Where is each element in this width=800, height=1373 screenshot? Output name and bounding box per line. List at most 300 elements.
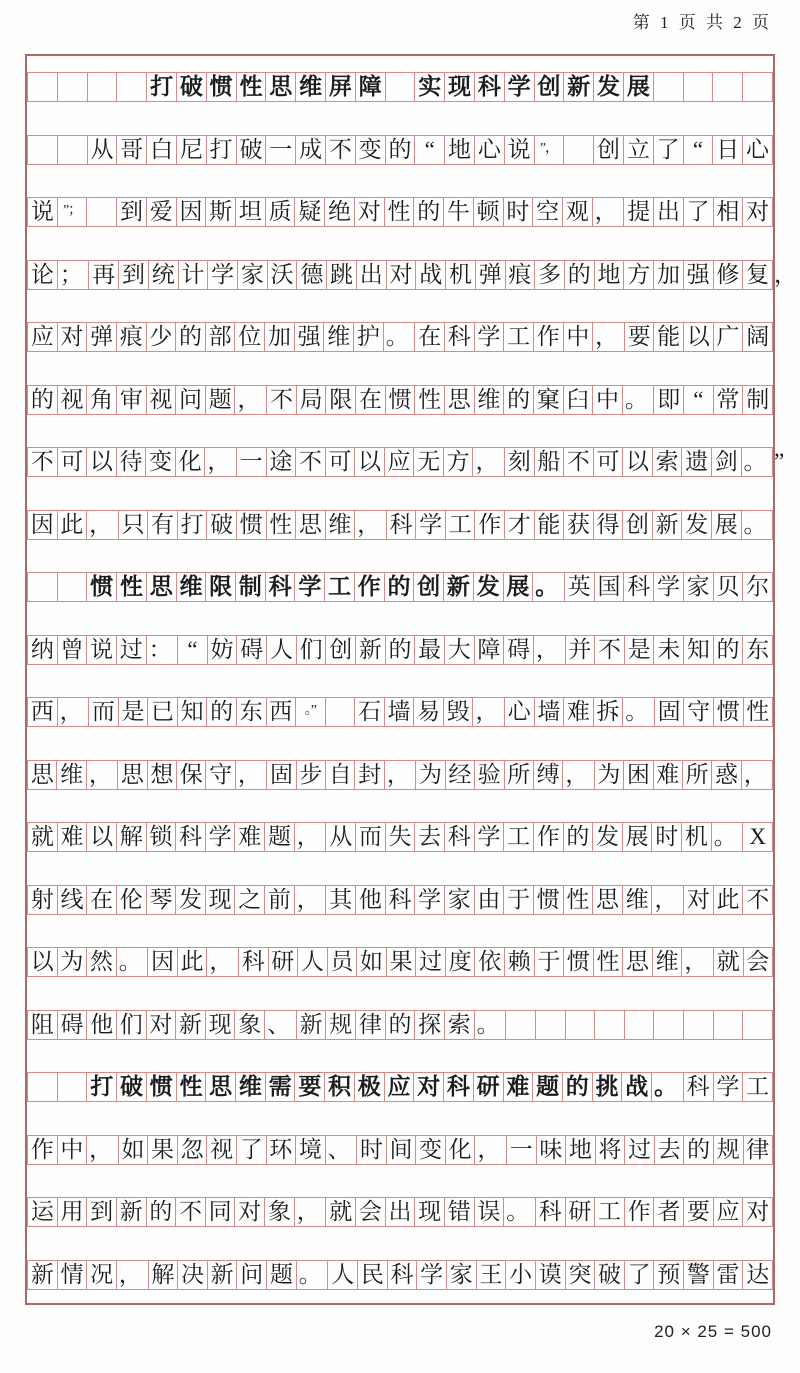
- grid-cell: 的: [175, 322, 206, 352]
- grid-cell: 途: [266, 447, 297, 477]
- grid-cell: 碍: [236, 635, 267, 665]
- grid-cell: 失: [385, 822, 416, 852]
- grid-cell: 如: [356, 947, 387, 977]
- grid-cell: 工: [742, 1072, 773, 1102]
- grid-cell: 地: [594, 260, 625, 290]
- grid-cell: 弹: [475, 260, 506, 290]
- grid-cell: 对: [146, 1010, 177, 1040]
- grid-cell: 于: [534, 947, 565, 977]
- grid-cell: 守: [683, 697, 714, 727]
- grid-cell: 毁: [443, 697, 474, 727]
- grid-count-label: 20 × 25 = 500: [654, 1322, 772, 1341]
- grid-cell: 弹: [86, 322, 117, 352]
- grid-cell: 研: [268, 947, 299, 977]
- grid-cell: 想: [147, 760, 177, 790]
- grid-cell: 打: [146, 72, 177, 102]
- grid-cell: 了: [624, 1260, 655, 1290]
- grid-cell-empty: [27, 72, 58, 102]
- grid-cell: 展: [623, 72, 654, 102]
- grid-cell: 新: [443, 572, 474, 602]
- grid-cell: ，: [116, 1260, 149, 1290]
- grid-cell: 展: [503, 572, 534, 602]
- grid-cell: ，: [234, 385, 267, 415]
- grid-cell: 积: [324, 1072, 355, 1102]
- grid-cell: 维: [235, 1072, 266, 1102]
- grid-cell-empty: [713, 1010, 744, 1040]
- grid-cell: 可: [593, 447, 624, 477]
- grid-row: [27, 1197, 773, 1227]
- grid-row: [27, 447, 785, 477]
- grid-cell: 墙: [534, 697, 565, 727]
- grid-cell: 西: [266, 697, 297, 727]
- grid-cell: 创: [325, 635, 356, 665]
- grid-cell: 立: [623, 135, 654, 165]
- grid-cell: 护: [353, 322, 384, 352]
- grid-cell-empty: [505, 1010, 536, 1040]
- grid-row: [27, 260, 797, 290]
- grid-cell: 如: [118, 1135, 149, 1165]
- grid-cell: 思: [592, 885, 623, 915]
- grid-cell: 突: [565, 1260, 596, 1290]
- grid-cell: 不: [295, 447, 326, 477]
- grid-cell: 心: [742, 135, 773, 165]
- grid-cell: 应: [384, 1072, 415, 1102]
- grid-cell: 屏: [325, 72, 356, 102]
- grid-cell: 。”: [295, 697, 326, 727]
- grid-cell: 思: [444, 385, 475, 415]
- grid-cell: ，: [294, 822, 327, 852]
- grid-cell: 。: [503, 1197, 536, 1227]
- grid-cell: 惯: [385, 385, 416, 415]
- grid-cell: 果: [147, 1135, 178, 1165]
- grid-cell: 。: [651, 1072, 684, 1102]
- grid-cell: 缚: [533, 760, 563, 790]
- grid-cell: 剑: [711, 447, 742, 477]
- grid-cell: 探: [414, 1010, 445, 1040]
- grid-cell: 们: [296, 635, 327, 665]
- grid-cell: 难: [57, 822, 88, 852]
- grid-cell: 难: [653, 760, 683, 790]
- grid-cell: 痕: [505, 260, 536, 290]
- grid-cell: 味: [536, 1135, 567, 1165]
- grid-cell: 发: [175, 885, 206, 915]
- grid-cell: 小: [505, 1260, 536, 1290]
- grid-cell: 思: [117, 760, 147, 790]
- grid-row: [27, 635, 773, 665]
- grid-cell: 而: [88, 697, 119, 727]
- grid-cell-empty: [712, 72, 743, 102]
- grid-cell: 少: [146, 322, 177, 352]
- grid-cell: 的: [385, 135, 416, 165]
- grid-cell: ，: [592, 197, 625, 227]
- grid-cell: 相: [713, 197, 744, 227]
- grid-cell: 者: [653, 1197, 684, 1227]
- grid-cell-empty: [683, 1010, 714, 1040]
- grid-cell: 出: [653, 197, 684, 227]
- grid-cell: 性: [384, 197, 415, 227]
- grid-cell: 去: [414, 822, 445, 852]
- grid-cell: 以: [86, 447, 117, 477]
- grid-cell: 员: [327, 947, 358, 977]
- grid-cell: 已: [147, 697, 178, 727]
- grid-cell: 心: [504, 697, 535, 727]
- grid-cell: 惯: [146, 1072, 177, 1102]
- grid-cell: 限: [325, 385, 356, 415]
- grid-cell: 律: [355, 1010, 386, 1040]
- grid-cell: 科: [535, 1197, 566, 1227]
- grid-cell: 之: [234, 885, 265, 915]
- grid-cell-empty: [27, 135, 58, 165]
- grid-cell: 维: [325, 510, 356, 540]
- grid-cell: 学: [653, 572, 684, 602]
- grid-cell: ，: [592, 322, 625, 352]
- essay-grid: [27, 72, 797, 1290]
- grid-cell: 思: [205, 1072, 236, 1102]
- grid-cell: 有: [147, 510, 178, 540]
- grid-cell: 易: [413, 697, 444, 727]
- grid-cell: 题: [266, 1260, 297, 1290]
- grid-cell: 作: [474, 510, 505, 540]
- grid-cell: 加: [653, 260, 684, 290]
- grid-cell: 在: [86, 885, 117, 915]
- grid-cell: 墙: [384, 697, 415, 727]
- grid-cell: 不: [594, 635, 625, 665]
- grid-cell: 沃: [267, 260, 298, 290]
- grid-cell: 科: [623, 572, 654, 602]
- grid-cell: 新: [355, 635, 386, 665]
- grid-cell: 思: [27, 760, 57, 790]
- grid-cell: 变: [355, 135, 386, 165]
- grid-cell: 民: [357, 1260, 388, 1290]
- grid-cell: 常: [713, 385, 744, 415]
- grid-cell: 惑: [711, 760, 741, 790]
- grid-cell: 家: [444, 885, 475, 915]
- grid-cell: 题: [205, 385, 236, 415]
- grid-cell: 会: [355, 1197, 386, 1227]
- grid-cell: 发: [593, 72, 624, 102]
- grid-cell: 就: [325, 1197, 356, 1227]
- grid-cell: 人: [297, 947, 328, 977]
- grid-cell: 固: [654, 697, 685, 727]
- grid-cell: 顿: [473, 197, 504, 227]
- grid-cell: 忽: [177, 1135, 208, 1165]
- grid-cell: ，: [472, 697, 505, 727]
- grid-cell: 学: [415, 510, 446, 540]
- grid-cell: 此: [713, 885, 744, 915]
- composition-grid-paper: [25, 54, 797, 1305]
- grid-cell: 痕: [116, 322, 147, 352]
- grid-cell: 的: [562, 1072, 593, 1102]
- grid-cell: 性: [593, 947, 624, 977]
- grid-cell: 现: [444, 72, 475, 102]
- grid-cell: 研: [565, 1197, 596, 1227]
- grid-cell: 遗: [681, 447, 712, 477]
- grid-cell: 运: [27, 1197, 58, 1227]
- grid-cell: ，: [472, 447, 505, 477]
- grid-cell: 思: [622, 947, 653, 977]
- grid-cell: X: [742, 822, 773, 852]
- grid-row: [27, 1135, 773, 1165]
- grid-cell: 对: [742, 1197, 773, 1227]
- grid-cell: 题: [532, 1072, 563, 1102]
- grid-cell: 惯: [236, 510, 267, 540]
- grid-cell: 到: [116, 197, 147, 227]
- grid-cell: 所: [682, 760, 712, 790]
- grid-cell: 创: [413, 572, 444, 602]
- grid-cell: 守: [205, 760, 235, 790]
- grid-cell: 惯: [86, 572, 117, 602]
- grid-cell: 。: [383, 322, 416, 352]
- grid-cell: 船: [534, 447, 565, 477]
- grid-cell: 的: [713, 635, 744, 665]
- grid-cell: 德: [296, 260, 327, 290]
- grid-cell: 为: [57, 947, 88, 977]
- grid-cell: ，: [354, 510, 387, 540]
- grid-cell: 新: [563, 72, 594, 102]
- grid-cell: ：: [146, 635, 179, 665]
- grid-cell: 科: [443, 1072, 474, 1102]
- grid-cell: 石: [354, 697, 385, 727]
- grid-cell: 得: [593, 510, 624, 540]
- grid-cell-empty: [535, 1010, 566, 1040]
- grid-cell: 大: [444, 635, 475, 665]
- grid-cell: 维: [622, 885, 653, 915]
- grid-cell: 方: [623, 260, 654, 290]
- grid-cell: 。: [116, 947, 149, 977]
- grid-cell: “: [683, 385, 714, 415]
- grid-cell: 因: [147, 947, 178, 977]
- grid-cell: 到: [86, 1197, 117, 1227]
- grid-cell: 惯: [206, 72, 237, 102]
- grid-cell: 不: [742, 885, 773, 915]
- grid-cell: 一: [265, 135, 296, 165]
- grid-cell: 家: [683, 572, 714, 602]
- grid-cell: 哥: [116, 135, 147, 165]
- grid-cell: ，: [651, 885, 684, 915]
- grid-cell: 。: [622, 697, 655, 727]
- grid-cell: 知: [683, 635, 714, 665]
- grid-cell: 于: [503, 885, 534, 915]
- grid-cell: 日: [712, 135, 743, 165]
- grid-cell: 论: [27, 260, 58, 290]
- grid-cell: 。: [532, 572, 565, 602]
- grid-cell-empty: [742, 1010, 773, 1040]
- grid-cell: 难: [563, 697, 594, 727]
- grid-cell: 的: [503, 385, 534, 415]
- grid-cell: 性: [743, 697, 774, 727]
- grid-cell: 应: [384, 447, 415, 477]
- grid-cell: 从: [325, 822, 356, 852]
- grid-cell: 的: [683, 1135, 714, 1165]
- grid-cell: 维: [176, 572, 207, 602]
- grid-cell-empty: [624, 1010, 655, 1040]
- grid-cell: 人: [266, 635, 297, 665]
- grid-cell: 对: [57, 322, 88, 352]
- grid-cell: 性: [116, 572, 147, 602]
- grid-row: [27, 322, 773, 352]
- grid-cell-empty: [87, 72, 118, 102]
- grid-cell: 英: [564, 572, 595, 602]
- grid-cell: ，: [204, 447, 237, 477]
- grid-cell: 解: [148, 1260, 179, 1290]
- grid-cell: 战: [621, 1072, 652, 1102]
- grid-cell: 惯: [713, 697, 744, 727]
- grid-cell: 家: [446, 1260, 477, 1290]
- grid-cell: 说: [504, 135, 535, 165]
- grid-cell: 琴: [146, 885, 177, 915]
- grid-cell: 未: [653, 635, 684, 665]
- grid-cell: 对: [742, 197, 773, 227]
- grid-cell: 了: [653, 135, 684, 165]
- grid-cell: 学: [504, 72, 535, 102]
- grid-cell: 时: [651, 822, 682, 852]
- grid-cell: ，: [533, 635, 566, 665]
- grid-cell: 对: [386, 260, 417, 290]
- grid-cell: 创: [534, 72, 565, 102]
- grid-cell: 去: [654, 1135, 685, 1165]
- grid-cell: 对: [683, 885, 714, 915]
- grid-cell: 以: [683, 322, 714, 352]
- grid-cell: 线: [57, 885, 88, 915]
- grid-cell: 就: [713, 947, 744, 977]
- grid-cell: 步: [296, 760, 326, 790]
- grid-cell: 在: [355, 385, 386, 415]
- grid-cell: 时: [503, 197, 534, 227]
- grid-cell: 科: [265, 572, 296, 602]
- grid-cell: 规: [713, 1135, 744, 1165]
- grid-cell-empty: [57, 1072, 88, 1102]
- grid-cell: 要: [683, 1197, 714, 1227]
- grid-cell: 观: [562, 197, 593, 227]
- grid-cell: 科: [474, 72, 505, 102]
- grid-cell: 工: [503, 322, 534, 352]
- grid-cell: 维: [295, 72, 326, 102]
- grid-cell: 展: [711, 510, 742, 540]
- grid-cell: 用: [57, 1197, 88, 1227]
- grid-cell: 前: [264, 885, 295, 915]
- grid-cell: 从: [87, 135, 118, 165]
- grid-cell: 难: [234, 822, 265, 852]
- grid-cell: 。: [474, 1010, 507, 1040]
- grid-cell-empty: [653, 1010, 684, 1040]
- grid-cell: 象: [264, 1197, 295, 1227]
- grid-cell: 挑: [592, 1072, 623, 1102]
- grid-cell: ”；: [57, 197, 88, 227]
- grid-cell: 科: [387, 1260, 418, 1290]
- grid-cell: 复: [742, 260, 773, 290]
- grid-cell: 可: [325, 447, 356, 477]
- grid-cell: 伦: [116, 885, 147, 915]
- grid-cell: 学: [474, 322, 505, 352]
- grid-cell: 维: [56, 760, 86, 790]
- grid-cell: 破: [206, 510, 237, 540]
- grid-cell: ，: [384, 760, 416, 790]
- grid-cell: 错: [444, 1197, 475, 1227]
- grid-cell: 窠: [533, 385, 564, 415]
- grid-row: [27, 1072, 773, 1102]
- grid-cell: “: [683, 135, 714, 165]
- grid-cell: 赖: [504, 947, 535, 977]
- grid-cell: 化: [445, 1135, 476, 1165]
- grid-cell: 科: [444, 322, 475, 352]
- grid-cell: 角: [86, 385, 117, 415]
- grid-cell: 固: [266, 760, 296, 790]
- grid-cell-empty: [653, 72, 684, 102]
- grid-cell: 其: [325, 885, 356, 915]
- grid-cell: ，: [86, 510, 119, 540]
- grid-cell: 了: [683, 197, 714, 227]
- grid-cell: 对: [413, 1072, 444, 1102]
- grid-cell: 为: [594, 760, 624, 790]
- grid-cell: 部: [205, 322, 236, 352]
- grid-cell: 发: [473, 572, 504, 602]
- grid-cell: 应: [27, 322, 58, 352]
- grid-cell: 以: [622, 447, 653, 477]
- grid-cell: 绝: [324, 197, 355, 227]
- grid-cell-empty: [27, 572, 58, 602]
- grid-cell: 即: [653, 385, 684, 415]
- grid-cell: ”，: [534, 135, 565, 165]
- grid-cell: 然: [86, 947, 117, 977]
- grid-cell: 问: [175, 385, 206, 415]
- grid-cell: 维: [323, 322, 354, 352]
- grid-cell: 新: [652, 510, 683, 540]
- grid-cell: 作: [354, 572, 385, 602]
- grid-cell: 实: [414, 72, 445, 102]
- grid-cell: 心: [474, 135, 505, 165]
- grid-cell: 。: [622, 385, 655, 415]
- grid-cell: 思: [146, 572, 177, 602]
- grid-cell: 西: [27, 697, 58, 727]
- grid-cell: 强: [294, 322, 325, 352]
- grid-cell: 的: [413, 197, 444, 227]
- grid-cell: 知: [177, 697, 208, 727]
- grid-cell: 学: [205, 822, 236, 852]
- grid-cell: 妨: [207, 635, 238, 665]
- grid-cell: 一: [506, 1135, 537, 1165]
- grid-cell: 将: [595, 1135, 626, 1165]
- grid-cell: 曾: [57, 635, 88, 665]
- grid-cell: 工: [324, 572, 355, 602]
- grid-cell: 、: [264, 1010, 297, 1040]
- grid-cell: 间: [386, 1135, 417, 1165]
- grid-cell-empty: [57, 572, 88, 602]
- grid-cell: 局: [296, 385, 327, 415]
- grid-cell: 中: [57, 1135, 88, 1165]
- grid-cell: 阻: [27, 1010, 58, 1040]
- grid-cell: ，: [235, 760, 267, 790]
- grid-cell: 说: [27, 197, 58, 227]
- grid-cell: 作: [533, 322, 564, 352]
- grid-cell: 新: [27, 1260, 58, 1290]
- grid-cell: 打: [177, 510, 208, 540]
- grid-cell: 现: [205, 1010, 236, 1040]
- grid-cell: 不: [27, 447, 58, 477]
- grid-cell: 不: [563, 447, 594, 477]
- grid-cell: 打: [86, 1072, 117, 1102]
- grid-cell: 律: [743, 1135, 774, 1165]
- grid-row: [27, 822, 773, 852]
- grid-cell: 碍: [503, 635, 534, 665]
- grid-cell: 计: [178, 260, 209, 290]
- grid-cell: 过: [116, 635, 147, 665]
- grid-cell: 跳: [326, 260, 357, 290]
- grid-cell: 尔: [742, 572, 773, 602]
- grid-cell: 最: [414, 635, 445, 665]
- grid-cell: 新: [175, 1010, 206, 1040]
- grid-cell: 雷: [713, 1260, 744, 1290]
- grid-cell: 现: [414, 1197, 445, 1227]
